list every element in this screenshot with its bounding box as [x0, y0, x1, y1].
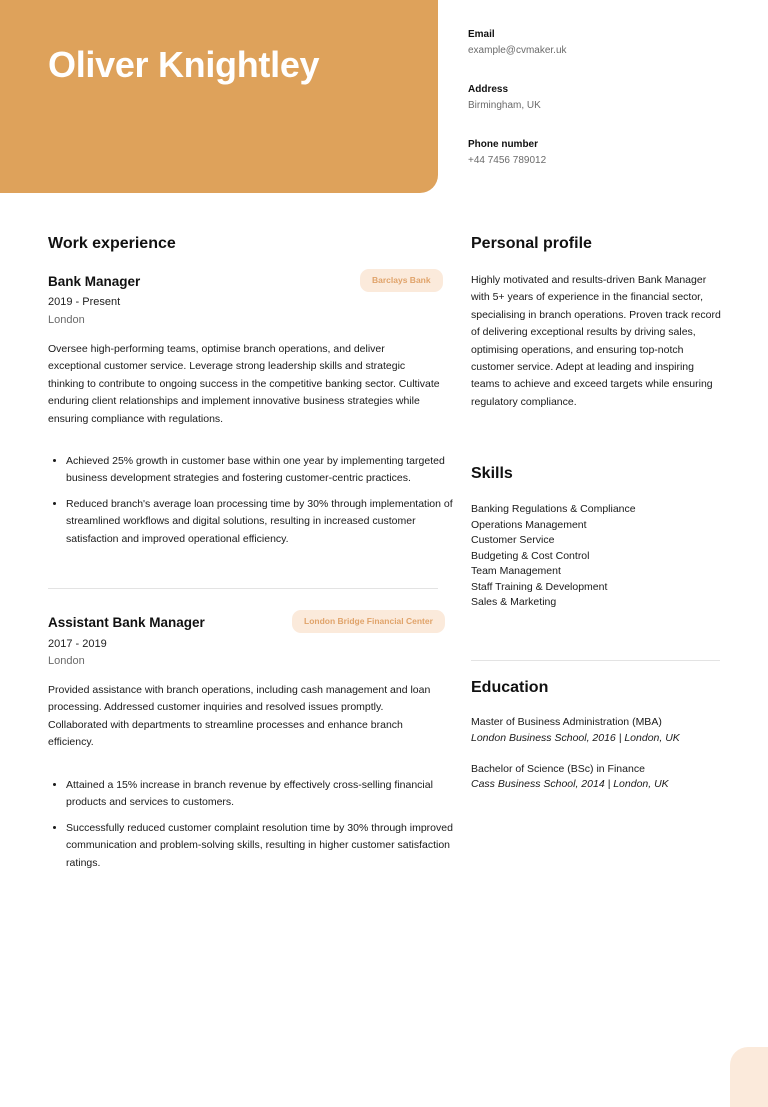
job-location: London	[48, 314, 85, 326]
contact-value: +44 7456 789012	[468, 155, 547, 166]
achievement-item: • Reduced branch's average loan processing time by 30% through implementation of streamlined workflows and digital solutions, resulting in increased customer satisfaction and improved operational efficiency.	[66, 496, 456, 548]
skill-item: Banking Regulations & Compliance	[471, 503, 636, 515]
skill-item: Operations Management	[471, 518, 587, 531]
company-badge: London Bridge Financial Center	[292, 610, 445, 633]
skills-heading: Skills	[471, 465, 513, 482]
skill-item: Customer Service	[471, 534, 555, 546]
skills-list	[471, 502, 636, 611]
education-school: London Business School, 2016 | London, UK	[471, 732, 680, 744]
contact-email	[468, 28, 748, 57]
contact-label: Address	[468, 84, 509, 95]
profile-text: Highly motivated and results-driven Bank Manager with 5+ years of experience in the financial sector, specialising in branch operations. Proven track record of delivering exceptional results by driving sales, optimising operations, and ensuring top-notch customer service. Adept at leading and inspiring teams to achieve and exceed targets while ensuring regulatory compliance.	[471, 274, 721, 408]
contact-value: Birmingham, UK	[468, 100, 541, 111]
education-degree: Master of Business Administration (MBA)	[471, 716, 662, 728]
skill-item: Budgeting & Cost Control	[471, 549, 590, 562]
job-location: London	[48, 655, 85, 667]
contact-address	[468, 83, 748, 112]
skill-item: Team Management	[471, 565, 561, 577]
job-achievements	[48, 777, 456, 880]
page-corner-tab	[730, 1047, 768, 1107]
achievement-item: • Successfully reduced customer complaint resolution time by 30% through improved communication and problem-solving skills, resulting in higher customer satisfaction ratings.	[66, 820, 456, 872]
candidate-name: Oliver Knightley	[48, 44, 320, 85]
skill-item: Staff Training & Development	[471, 580, 608, 593]
contact-value: example@cvmaker.uk	[468, 45, 567, 56]
job-title: Bank Manager	[48, 274, 141, 289]
job-summary: Oversee high-performing teams, optimise branch operations, and deliver exceptional customer service. Leverage strong leadership skills and strategic thinking to contribute to ongoing success in the competitive banking sector. Cultivate enduring client relationships and implement innovative business strategies while ensuring compliance with regulations.	[48, 343, 440, 425]
contact-label: Phone number	[468, 139, 539, 150]
achievement-item: • Achieved 25% growth in customer base within one year by implementing targeted business development strategies and fostering customer-centric practices.	[66, 453, 456, 488]
header-banner	[0, 0, 438, 193]
job-summary: Provided assistance with branch operations, including cash management and loan processing. Addressed customer inquiries and resolved issues promptly. Collaborated with departments to streamline processes and enhance branch efficiency.	[48, 684, 431, 749]
achievement-item: • Attained a 15% increase in branch revenue by effectively cross-selling financial products and services to customers.	[66, 777, 456, 812]
section-divider	[471, 660, 720, 661]
job-divider	[48, 588, 438, 589]
education-school: Cass Business School, 2014 | London, UK	[471, 778, 669, 790]
job-dates: 2017 - 2019	[48, 638, 107, 650]
education-heading: Education	[471, 679, 549, 696]
job-dates: 2019 - Present	[48, 296, 121, 308]
contact-label: Email	[468, 29, 495, 40]
contact-phone	[468, 138, 748, 167]
company-badge: Barclays Bank	[360, 269, 443, 292]
work-experience-heading: Work experience	[48, 235, 176, 252]
skill-item: Sales & Marketing	[471, 596, 557, 608]
personal-profile-heading: Personal profile	[471, 235, 592, 252]
education-degree: Bachelor of Science (BSc) in Finance	[471, 763, 645, 775]
job-achievements	[48, 453, 456, 556]
job-title: Assistant Bank Manager	[48, 615, 205, 630]
